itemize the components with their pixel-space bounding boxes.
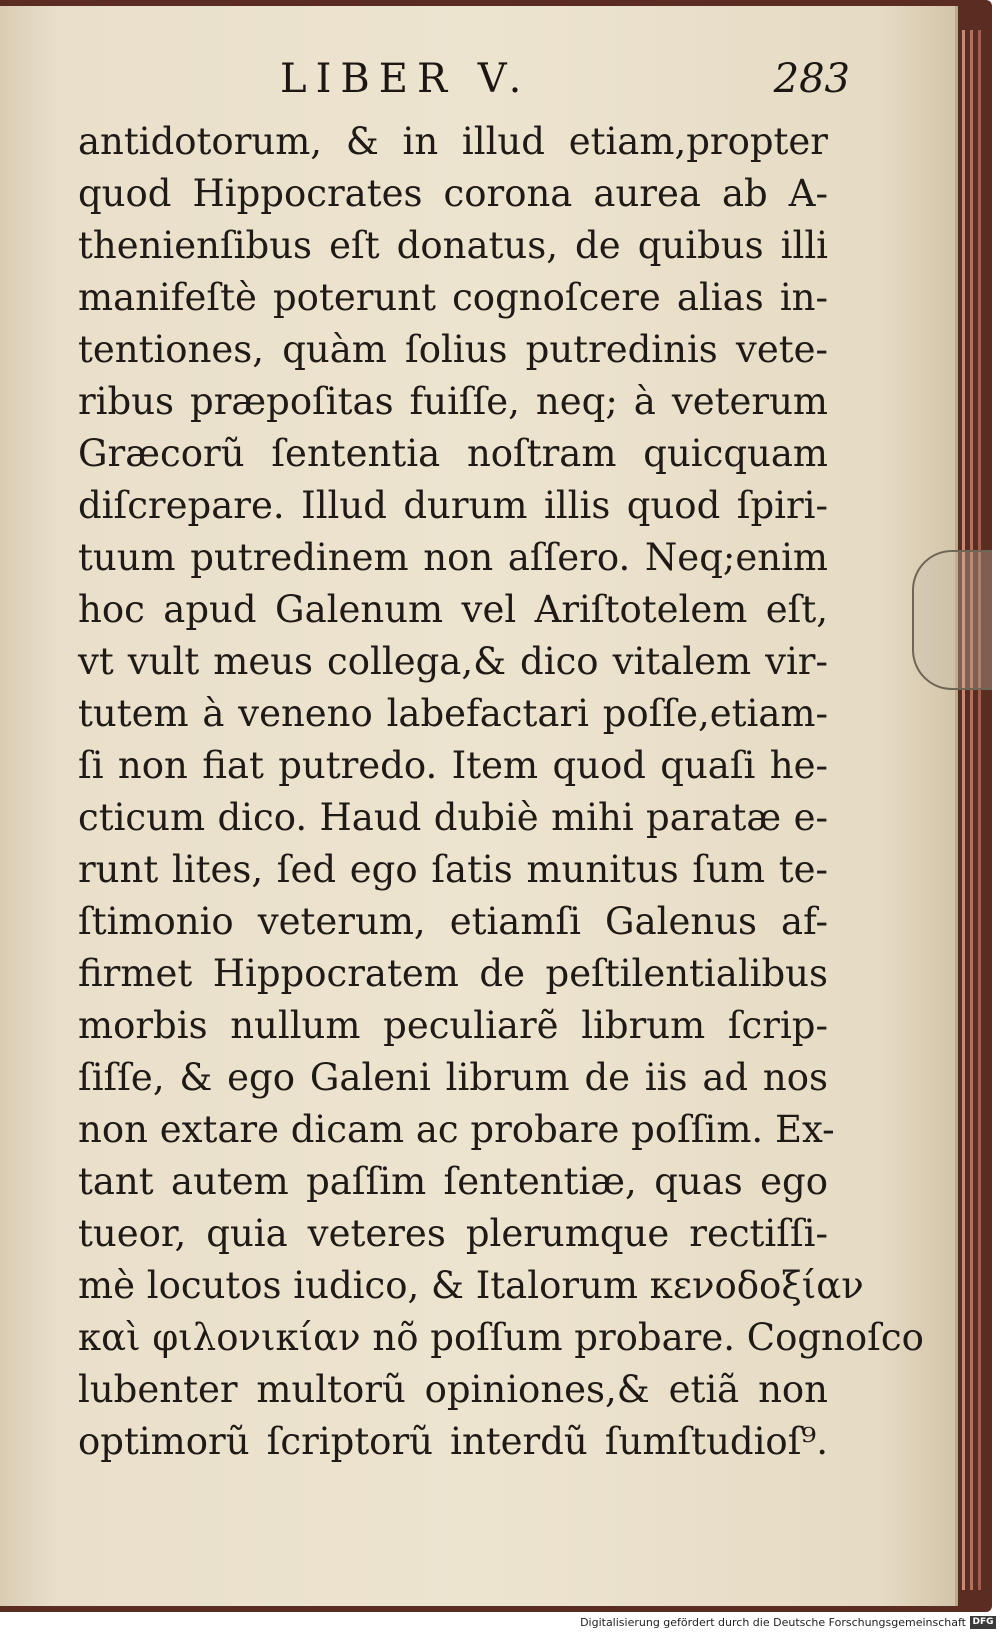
page-edge [962,30,965,1590]
body-text [78,116,924,1468]
book-page [0,6,958,1606]
page-edge [978,30,981,1590]
running-title: LIBER V. [280,56,531,102]
text-line: non extare dicam ac probare poſſim. Ex- [78,1108,835,1151]
text-line: runt lites, ſed ego ſatis munitus ſum te- [78,848,828,891]
text-line: mè locutos iudico, & Italorum κενοδοξίαν [78,1264,864,1307]
text-line: optimorũ ſcriptorũ interdũ ſumſtudioſ⁹. [78,1420,828,1463]
text-line: morbis nullum peculiarẽ librum ſcrip- [78,1004,828,1047]
text-line: manifeſtè poterunt cognoſcere alias in- [78,276,828,319]
text-line: hoc apud Galenum vel Ariſtotelem eſt, [78,588,828,631]
footer-credit: Digitalisierung gefördert durch die Deutsche Forschungsgemeinschaft [580,1616,966,1629]
text-line: Græcorũ ſententia noſtram quicquam [78,432,828,475]
digitization-footer [0,1612,1000,1634]
page-edge [970,30,973,1590]
text-line: tant autem paſſim ſententiæ, quas ego [78,1160,828,1203]
text-line: lubenter multorũ opiniones,& etiã non [78,1368,828,1411]
dfg-logo-icon: DFG [970,1616,996,1629]
text-line: tueor, quia veteres plerumque rectiſſi- [78,1212,828,1255]
text-line: tutem à veneno labefactari poſſe,etiam- [78,692,828,735]
text-line: καὶ φιλονικίαν nõ poſſum probare. Cognoſco [78,1316,924,1359]
text-line: diſcrepare. Illud durum illis quod ſpiri- [78,484,828,527]
book-clasp [912,550,992,690]
text-line: cticum dico. Haud dubiè mihi paratæ e- [78,796,828,839]
text-line: ribus præpoſitas fuiſſe, neq; à veterum [78,380,828,423]
text-line: tuum putredinem non aſſero. Neq;enim [78,536,828,579]
text-line: ſiſſe, & ego Galeni librum de iis ad nos [78,1056,828,1099]
text-line: quod Hippocrates corona aurea ab A- [78,172,828,215]
text-line: firmet Hippocratem de peſtilentialibus [78,952,828,995]
text-line: antidotorum, & in illud etiam,propter [78,120,828,163]
page-number: 283 [773,56,850,102]
text-line: vt vult meus collega,& dico vitalem vir- [78,640,828,683]
text-line: thenienſibus eſt donatus, de quibus illi [78,224,828,267]
text-line: ſtimonio veterum, etiamſi Galenus af- [78,900,828,943]
page-header [80,56,850,114]
text-line: tentiones, quàm ſolius putredinis vete- [78,328,828,371]
text-line: ſi non fiat putredo. Item quod quaſi he- [78,744,828,787]
